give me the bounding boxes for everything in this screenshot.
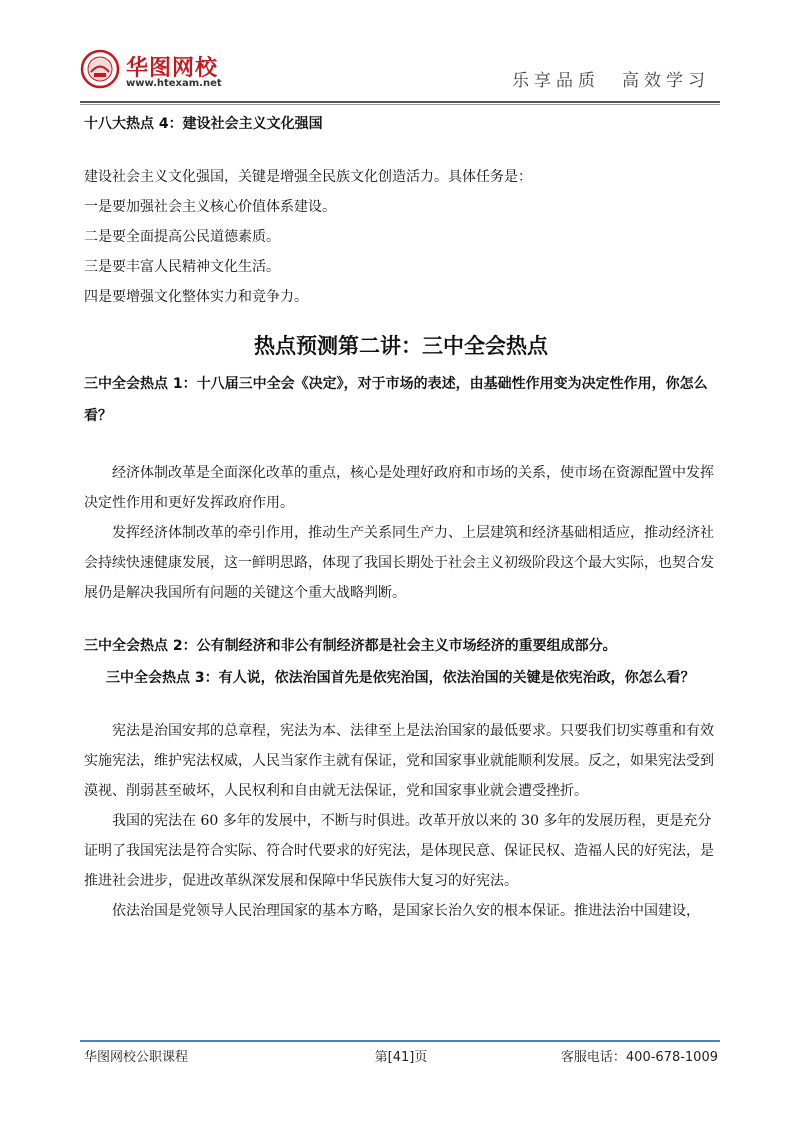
- brand-logo[interactable]: [80, 45, 260, 100]
- header-divider-thin: [80, 104, 720, 105]
- hotspot-2-heading: 三中全会热点 2：公有制经济和非公有制经济都是社会主义市场经济的重要组成部分。: [84, 638, 617, 654]
- header-slogan: 乐享品质 高效学习: [512, 71, 710, 91]
- footer-divider: [80, 1040, 720, 1042]
- logo-name: 华图网校: [126, 56, 219, 81]
- paragraph: 建设社会主义文化强国，关键是增强全民族文化创造活力。具体任务是：: [84, 169, 532, 185]
- page-header: [80, 45, 720, 105]
- section-heading: 十八大热点 4：建设社会主义文化强国: [84, 116, 323, 132]
- lecture-title: 热点预测第二讲：三中全会热点: [254, 334, 548, 358]
- paragraph: 我国的宪法在 60 多年的发展中，不断与时俱进。改革开放以来的 30 多年的发展历程，更是充分证明了我国宪法是符合实际、符合时代要求的好宪法，是体现民意、保证民权、造福人民的好宪法，是推进社会进步，促进改革纵深发展和保障中华民族伟大复习的好宪法。: [84, 813, 714, 889]
- page-number: 第[41]页: [374, 1050, 428, 1065]
- emblem-icon: [80, 49, 120, 89]
- hotspot-3-heading: 三中全会热点 3：有人说，依法治国首先是依宪治国，依法治国的关键是依宪治政，你怎么看？: [106, 670, 695, 686]
- paragraph: 经济体制改革是全面深化改革的重点，核心是处理好政府和市场的关系，使市场在资源配置中发挥决定性作用和更好发挥政府作用。: [84, 465, 714, 511]
- paragraph: 宪法是治国安邦的总章程，宪法为本、法律至上是法治国家的最低要求。只要我们切实尊重和有效实施宪法，维护宪法权威，人民当家作主就有保证，党和国家事业就能顺利发展。反之，如果宪法受到漠视、削弱甚至破坏，人民权利和自由就无法保证，党和国家事业就会遭受挫折。: [84, 723, 714, 799]
- page-content: [84, 108, 718, 926]
- footer-phone: 客服电话：400-678-1009: [560, 1050, 718, 1065]
- hotspot-1-heading: 三中全会热点 1：十八届三中全会《决定》，对于市场的表述，由基础性作用变为决定性作用，你怎么看？: [84, 376, 708, 424]
- logo-url[interactable]: www.htexam.net: [126, 78, 222, 89]
- paragraph: 发挥经济体制改革的牵引作用，推动生产关系同生产力、上层建筑和经济基础相适应，推动经济社会持续快速健康发展，这一鲜明思路，体现了我国长期处于社会主义初级阶段这个最大实际，也契合发展仍是解决我国所有问题的关键这个重大战略判断。: [84, 525, 714, 601]
- list-item: 三是要丰富人民精神文化生活。: [84, 259, 280, 275]
- header-divider: [80, 101, 720, 103]
- page-footer: [84, 1046, 718, 1066]
- list-item: 二是要全面提高公民道德素质。: [84, 229, 280, 245]
- footer-course-name: 华图网校公职课程: [84, 1050, 189, 1065]
- list-item: 四是要增强文化整体实力和竞争力。: [84, 289, 308, 305]
- paragraph: 依法治国是党领导人民治理国家的基本方略，是国家长治久安的根本保证。推进法治中国建设，: [112, 903, 700, 919]
- list-item: 一是要加强社会主义核心价值体系建设。: [84, 199, 336, 215]
